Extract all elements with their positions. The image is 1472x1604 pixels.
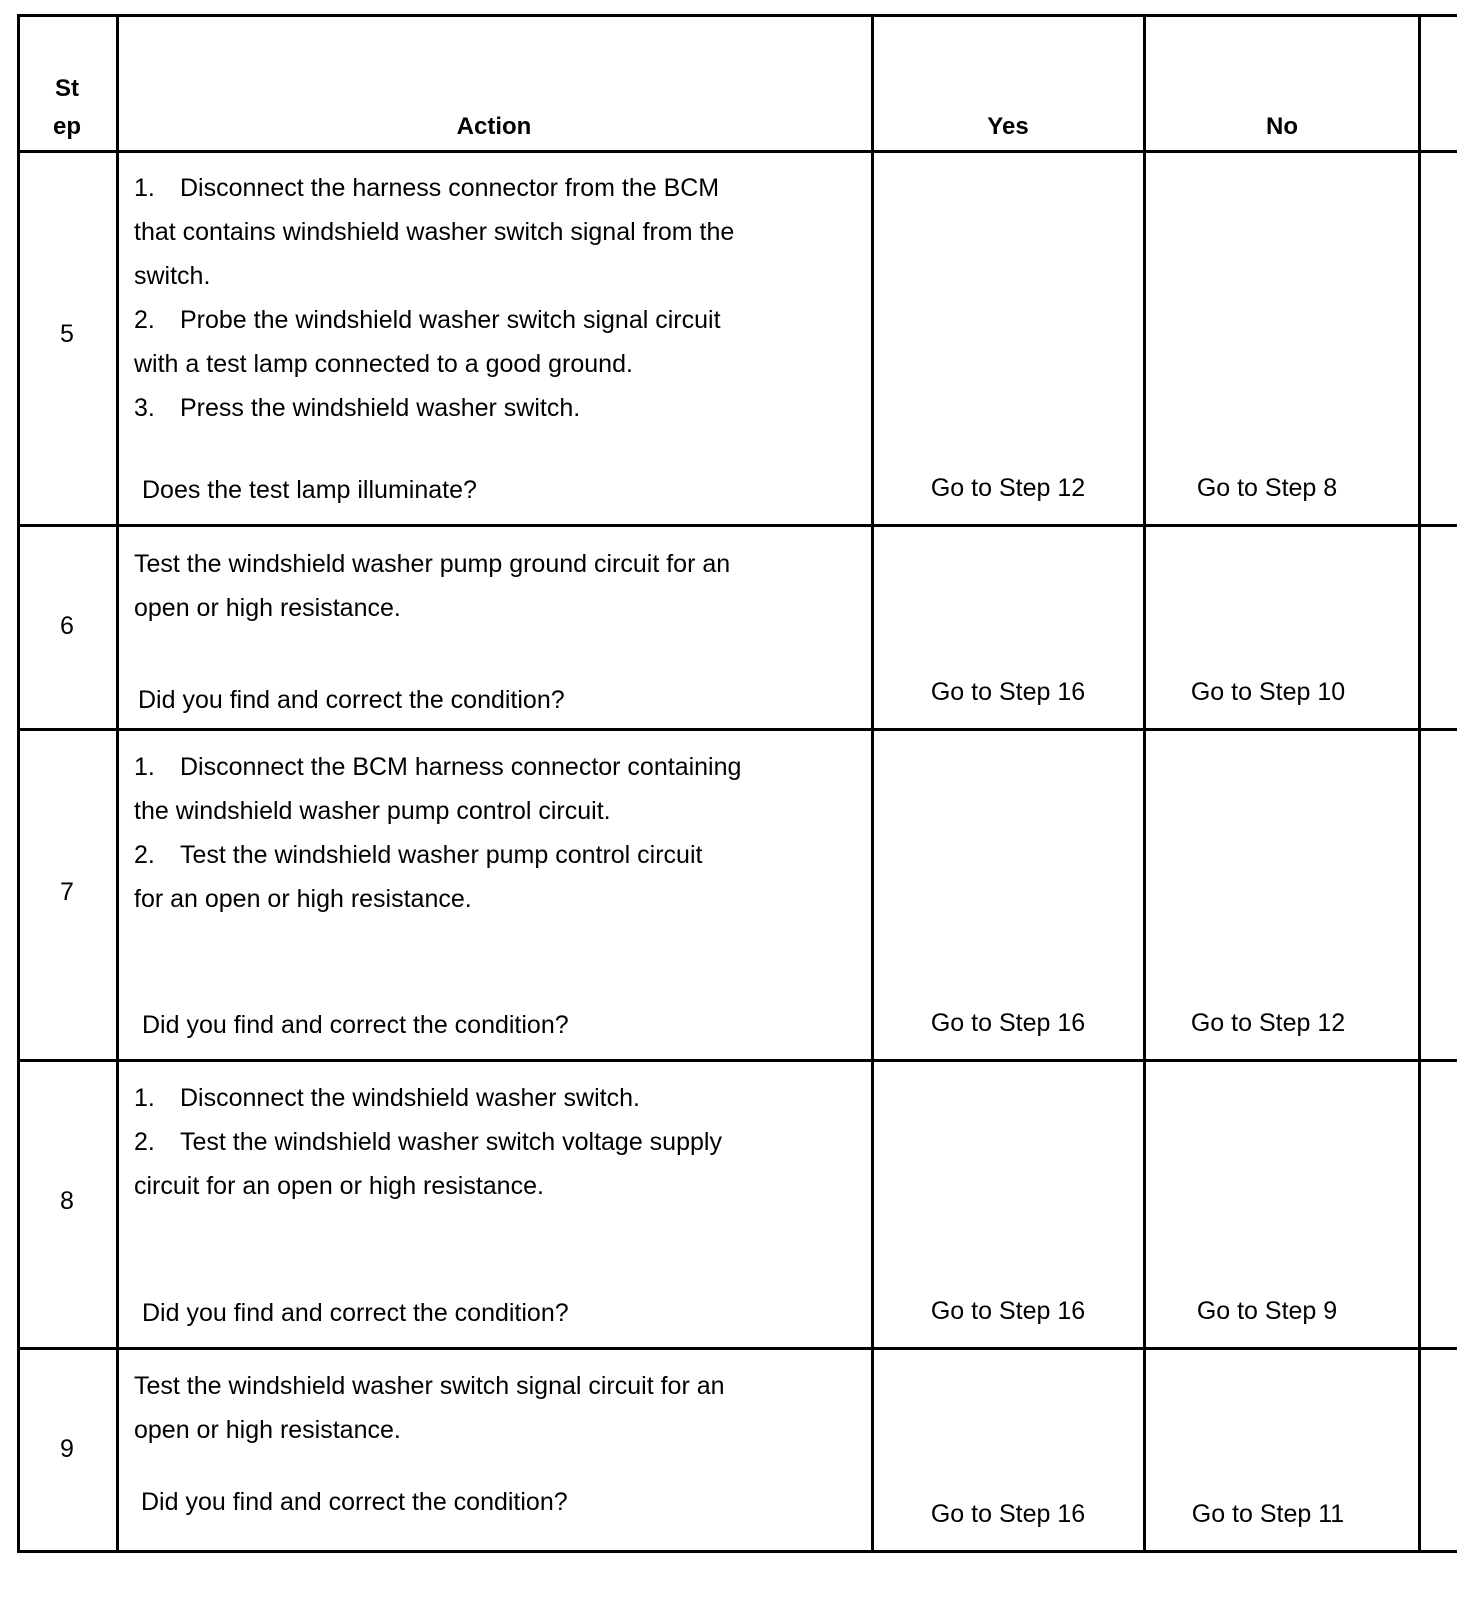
yes-result: Go to Step 16 <box>930 1009 1086 1037</box>
action-item: open or high resistance. <box>134 594 401 622</box>
yes-result: Go to Step 16 <box>930 1297 1086 1325</box>
action-item: that contains windshield washer switch signal from the <box>134 218 735 246</box>
row-divider <box>17 1059 1457 1062</box>
step-number: 6 <box>60 612 74 640</box>
action-item: Test the windshield washer pump ground circuit for an <box>134 550 731 578</box>
action-steps <box>134 1076 722 1208</box>
table-border-top <box>17 14 1457 17</box>
step-number: 8 <box>60 1187 74 1215</box>
step-number: 5 <box>60 320 74 348</box>
header-step-line2: ep <box>52 113 81 140</box>
column-divider <box>1418 14 1421 1553</box>
action-item: 2. Test the windshield washer switch voltage supply <box>134 1128 722 1156</box>
header-step <box>17 70 117 146</box>
column-divider <box>116 14 119 1553</box>
step-number: 7 <box>60 878 74 906</box>
action-question: Does the test lamp illuminate? <box>142 476 477 504</box>
no-result: Go to Step 8 <box>1196 474 1338 502</box>
row-divider <box>17 1347 1457 1350</box>
no-result: Go to Step 11 <box>1191 1500 1345 1528</box>
action-question: Did you find and correct the condition? <box>142 1011 569 1039</box>
action-item: 2. Probe the windshield washer switch signal circuit <box>134 306 721 334</box>
no-result: Go to Step 10 <box>1190 678 1346 706</box>
action-steps <box>134 166 734 430</box>
header-yes: Yes <box>987 113 1029 140</box>
row-divider <box>17 524 1457 527</box>
row-divider <box>17 728 1457 731</box>
header-divider <box>17 150 1457 153</box>
action-item: Test the windshield washer switch signal circuit for an <box>134 1372 725 1400</box>
action-item: 1. Disconnect the harness connector from the BCM <box>134 174 720 202</box>
action-item: circuit for an open or high resistance. <box>134 1172 544 1200</box>
step-number: 9 <box>60 1435 74 1463</box>
header-action: Action <box>456 113 532 140</box>
no-result: Go to Step 9 <box>1196 1297 1338 1325</box>
action-item: 2. Test the windshield washer pump control circuit <box>134 841 703 869</box>
column-divider <box>17 14 20 1553</box>
action-item: 1. Disconnect the windshield washer switch. <box>134 1084 640 1112</box>
header-no: No <box>1266 113 1298 140</box>
no-result: Go to Step 12 <box>1190 1009 1346 1037</box>
action-item: with a test lamp connected to a good ground. <box>134 350 633 378</box>
yes-result: Go to Step 16 <box>930 1500 1086 1528</box>
table-border-bottom <box>17 1550 1457 1553</box>
action-item: the windshield washer pump control circuit. <box>134 797 611 825</box>
yes-result: Go to Step 16 <box>930 678 1086 706</box>
action-steps <box>134 1364 725 1452</box>
action-question: Did you find and correct the condition? <box>142 1299 569 1327</box>
action-steps <box>134 542 730 630</box>
action-steps <box>134 745 741 921</box>
action-item: open or high resistance. <box>134 1416 401 1444</box>
diagnostic-table <box>17 14 1457 1592</box>
action-item: 1. Disconnect the BCM harness connector containing <box>134 753 742 781</box>
action-item: for an open or high resistance. <box>134 885 472 913</box>
header-step-line1: St <box>55 75 79 102</box>
action-question: Did you find and correct the condition? <box>141 1488 568 1516</box>
yes-result: Go to Step 12 <box>930 474 1086 502</box>
action-question: Did you find and correct the condition? <box>138 686 565 714</box>
action-item: 3. Press the windshield washer switch. <box>134 394 581 422</box>
action-item: switch. <box>134 262 211 290</box>
